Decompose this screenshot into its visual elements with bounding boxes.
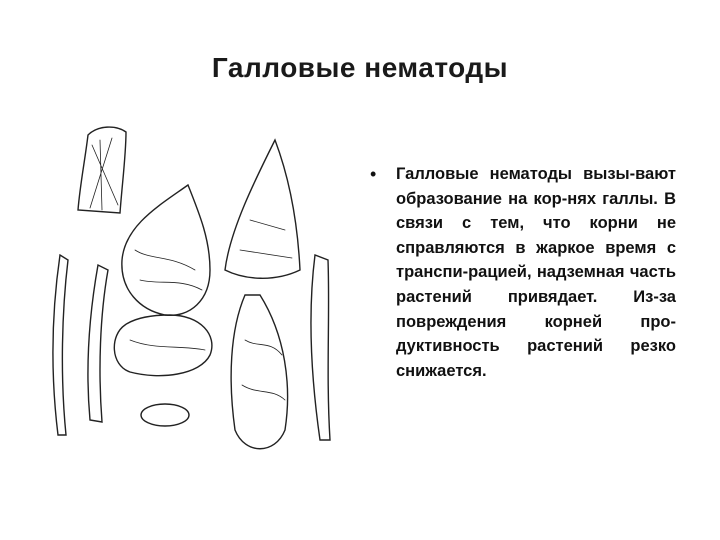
nematode-body-right [231, 295, 287, 449]
bullet-list [370, 162, 676, 383]
nematode-larva-right [311, 255, 330, 440]
slide-title: Галловые нематоды [211, 52, 509, 83]
bullet-text: Галловые нематоды вызы-вают образование на кор-нях галлы. В связи с тем, что корни не справляются в жаркое время с транспи-рацией, надземная часть растений привядает. Из-за повреждения корней про-дуктивность растений резко снижается. [396, 165, 676, 380]
nematode-larva-left-2 [88, 265, 108, 422]
bullet-marker: • [370, 164, 377, 184]
nematode-egg [141, 404, 189, 426]
nematode-larva-left [53, 255, 68, 435]
nematode-illustration [30, 110, 365, 510]
list-item [370, 162, 676, 383]
nematode-swollen-body [114, 315, 212, 376]
